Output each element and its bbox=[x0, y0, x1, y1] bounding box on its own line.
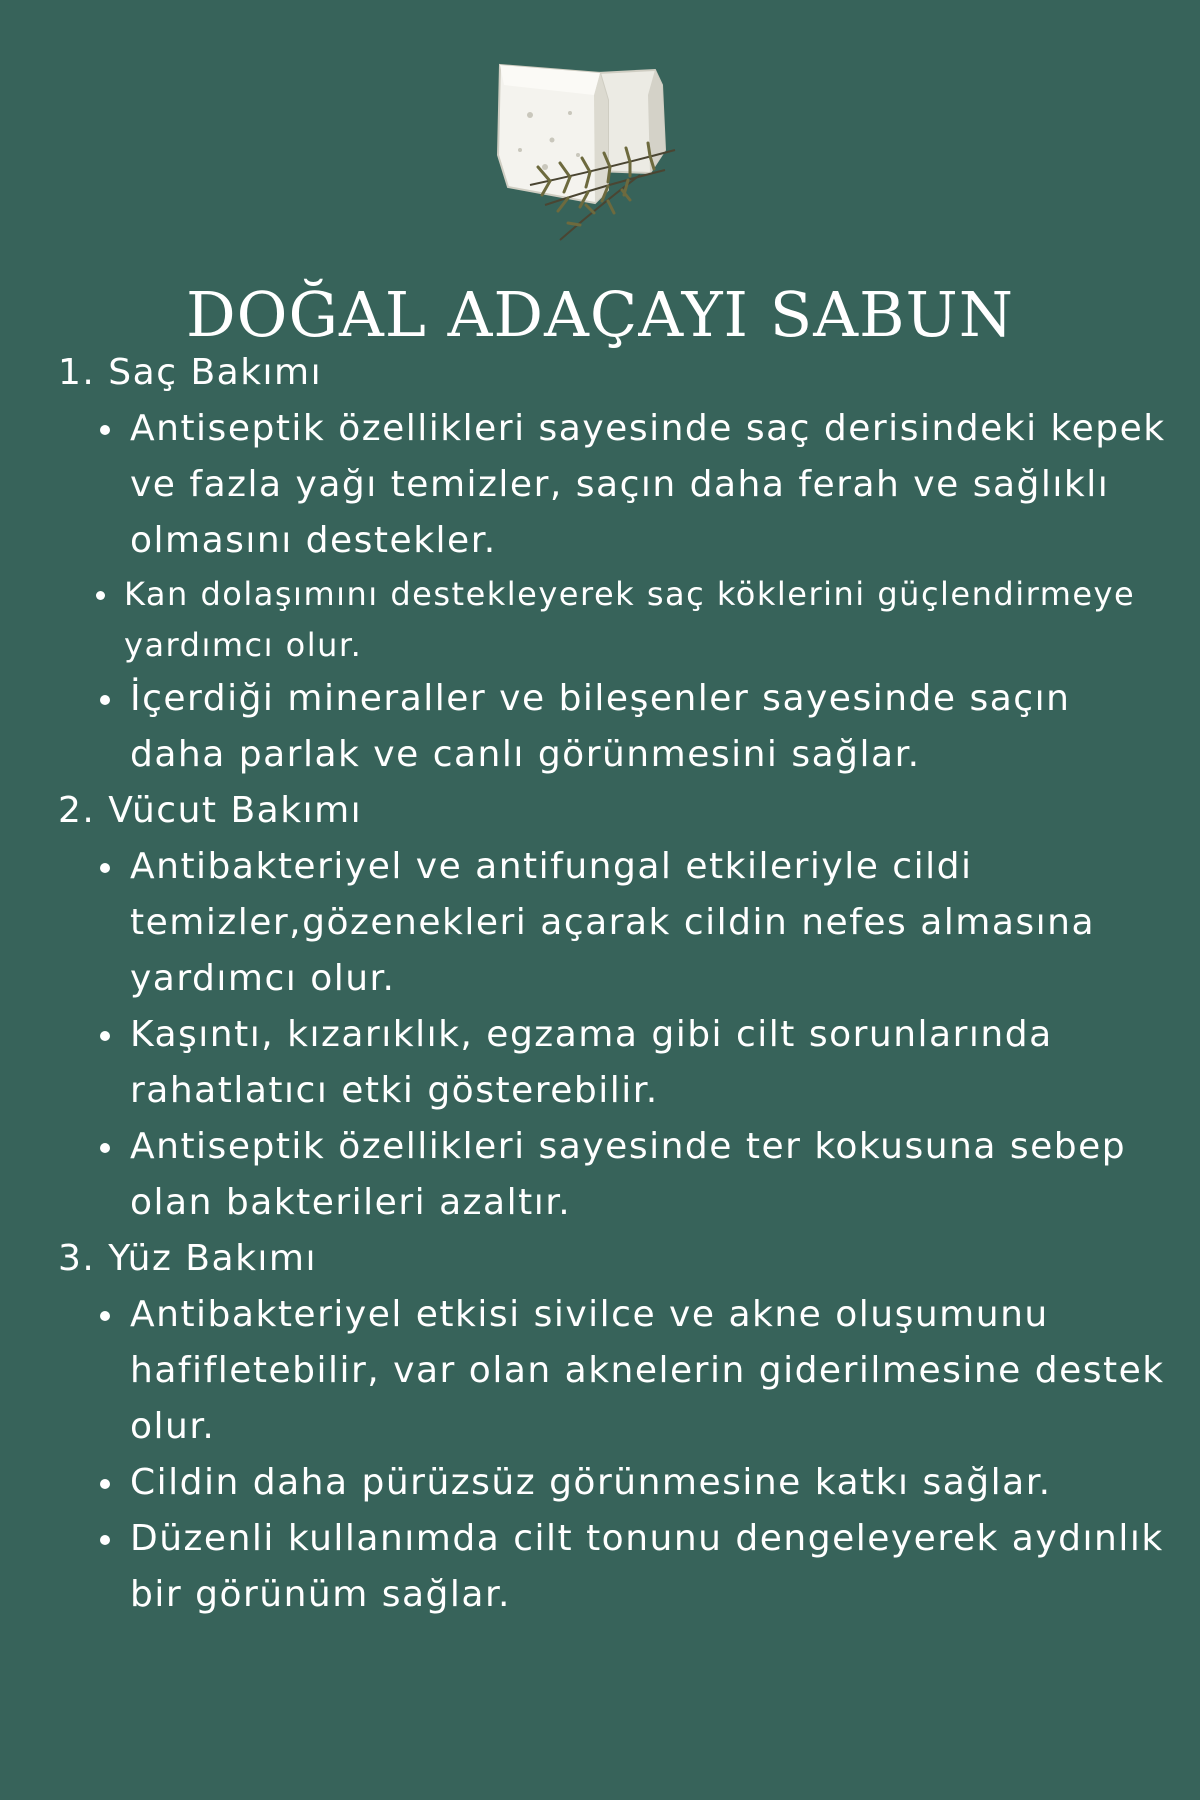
list-item-text: Antiseptik özellikleri sayesinde ter kokusuna sebep olan bakterileri azaltır. bbox=[130, 1126, 1127, 1223]
soap-with-rosemary-icon bbox=[490, 55, 710, 255]
section-body-care bbox=[58, 783, 1178, 1231]
bullet-list bbox=[58, 1287, 1178, 1623]
content bbox=[58, 345, 1178, 1623]
list-item bbox=[58, 1119, 1178, 1231]
bullet-icon bbox=[100, 1479, 110, 1489]
list-item bbox=[58, 569, 1178, 671]
list-item bbox=[58, 401, 1178, 569]
list-item bbox=[58, 1007, 1178, 1119]
list-item-text: Antiseptik özellikleri sayesinde saç derisindeki kepek ve fazla yağı temizler, saçın daha ferah ve sağlıklı olmasını destekler. bbox=[130, 408, 1166, 561]
list-item bbox=[58, 1511, 1178, 1623]
list-item-text: Antibakteriyel ve antifungal etkileriyle cildi temizler,gözenekleri açarak cildin nefes almasına yardımcı olur. bbox=[130, 846, 1096, 999]
section-heading: 3. Yüz Bakımı bbox=[58, 1238, 317, 1279]
bullet-icon bbox=[100, 1535, 110, 1545]
list-item-text: İçerdiği mineraller ve bileşenler sayesinde saçın daha parlak ve canlı görünmesini sağlar. bbox=[130, 678, 1071, 775]
bullet-icon bbox=[100, 1031, 110, 1041]
list-item-text: Antibakteriyel etkisi sivilce ve akne oluşumunu hafifletebilir, var olan aknelerin giderilmesine destek olur. bbox=[130, 1294, 1165, 1447]
list-item-text: Kaşıntı, kızarıklık, egzama gibi cilt sorunlarında rahatlatıcı etki gösterebilir. bbox=[130, 1014, 1053, 1111]
bullet-icon bbox=[100, 863, 110, 873]
section-heading: 1. Saç Bakımı bbox=[58, 352, 323, 393]
list-item-text: Kan dolaşımını destekleyerek saç köklerini güçlendirmeye yardımcı olur. bbox=[124, 575, 1136, 664]
bullet-icon bbox=[100, 425, 110, 435]
page-title: DOĞAL ADAÇAYI SABUN bbox=[185, 278, 1015, 351]
section-heading: 2. Vücut Bakımı bbox=[58, 790, 363, 831]
bullet-icon bbox=[100, 695, 110, 705]
bullet-list bbox=[58, 839, 1178, 1231]
section-hair-care bbox=[58, 345, 1178, 783]
bullet-icon bbox=[100, 1311, 110, 1321]
list-item bbox=[58, 1455, 1178, 1511]
list-item-text: Cildin daha pürüzsüz görünmesine katkı sağlar. bbox=[130, 1462, 1052, 1503]
bullet-icon bbox=[96, 591, 105, 600]
list-item-text: Düzenli kullanımda cilt tonunu dengeleyerek aydınlık bir görünüm sağlar. bbox=[130, 1518, 1164, 1615]
section-face-care bbox=[58, 1231, 1178, 1623]
list-item bbox=[58, 1287, 1178, 1455]
bullet-icon bbox=[100, 1143, 110, 1153]
list-item bbox=[58, 839, 1178, 1007]
bullet-list bbox=[58, 401, 1178, 783]
list-item bbox=[58, 671, 1178, 783]
